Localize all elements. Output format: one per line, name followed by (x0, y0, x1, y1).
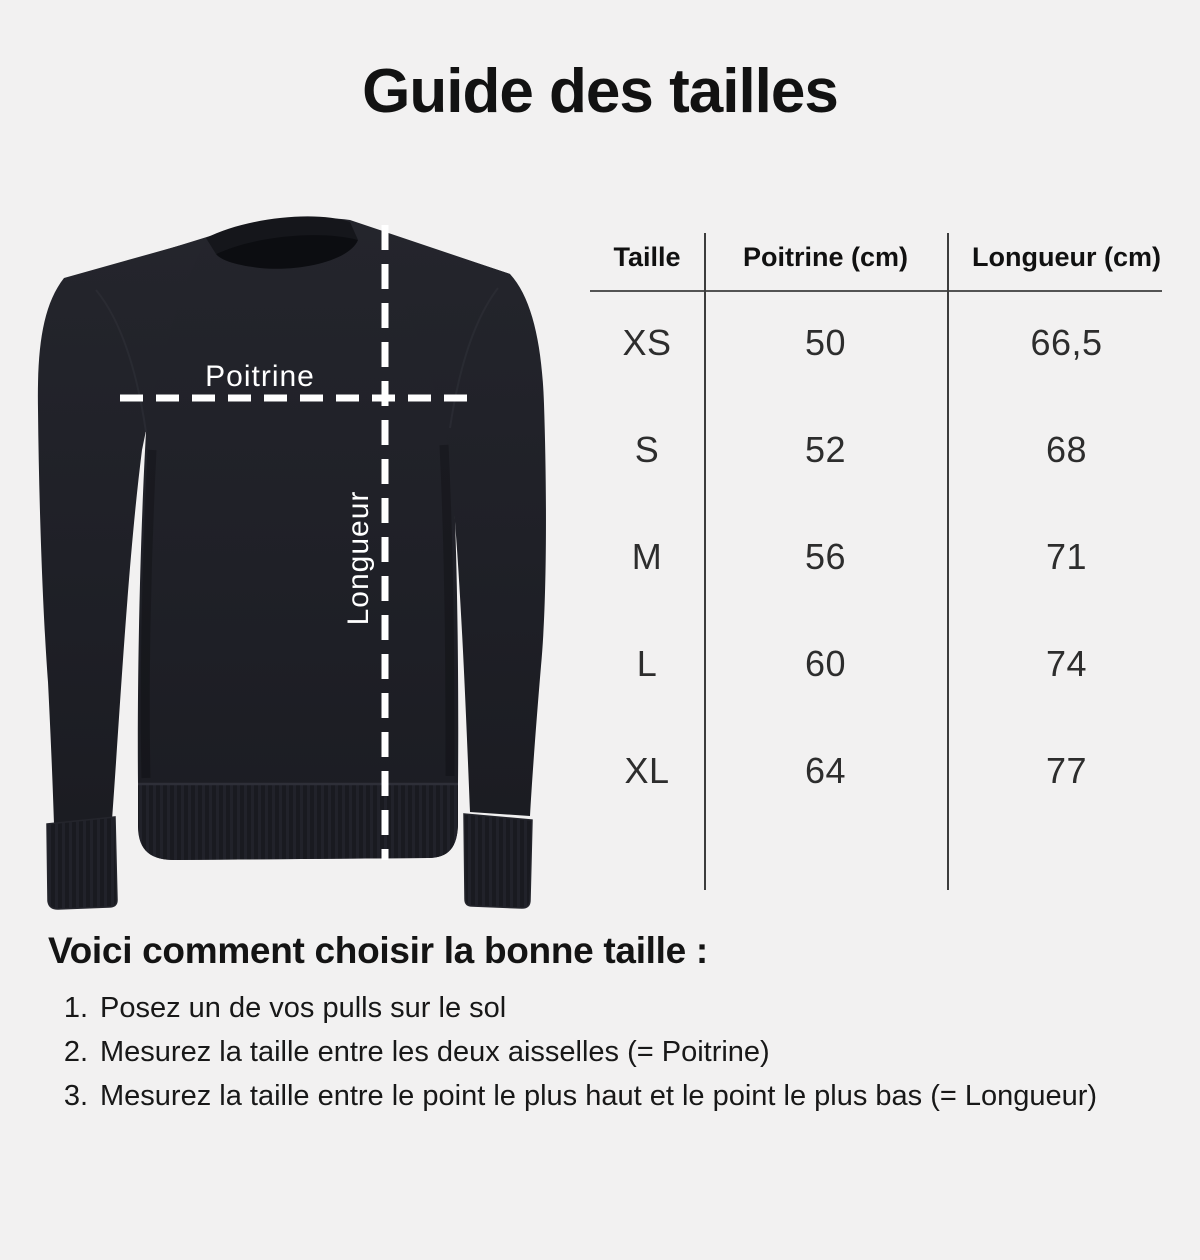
item-text: Mesurez la taille entre les deux aisselles (= Poitrine) (100, 1036, 770, 1068)
table-row-l (590, 610, 1186, 717)
table-row-xl (590, 717, 1186, 824)
column-header-poitrine: Poitrine (cm) (742, 241, 909, 272)
cell-taille: L (636, 642, 658, 684)
cell-poitrine: 50 (804, 321, 847, 363)
cell-taille: XS (622, 321, 672, 363)
cell-longueur: 68 (1045, 428, 1088, 470)
table-row-xs (590, 289, 1186, 396)
instruction-item-3 (48, 1074, 1198, 1118)
instruction-item-1 (48, 986, 1198, 1030)
size-table-header (590, 225, 1186, 289)
instructions-list (48, 986, 1198, 1118)
chest-label: Poitrine (205, 360, 315, 393)
length-label: Longueur (342, 490, 375, 626)
item-marker: 2. (63, 1036, 88, 1068)
cell-taille: M (631, 535, 663, 577)
table-row-m (590, 503, 1186, 610)
column-header-longueur: Longueur (cm) (972, 241, 1161, 272)
cell-taille: XL (624, 749, 670, 791)
cell-longueur: 66,5 (1030, 321, 1103, 363)
hem-band (138, 784, 458, 860)
sweatshirt-illustration (20, 210, 590, 920)
item-text: Posez un de vos pulls sur le sol (100, 992, 507, 1024)
cell-longueur: 74 (1045, 642, 1088, 684)
sweatshirt-diagram (20, 210, 590, 920)
size-table-body (590, 289, 1186, 824)
instructions-section (48, 930, 1198, 1118)
size-table (590, 225, 1186, 890)
page-title: Guide des tailles (362, 57, 838, 126)
table-row-s (590, 396, 1186, 503)
cell-poitrine: 56 (804, 535, 847, 577)
item-marker: 3. (63, 1080, 88, 1112)
cell-poitrine: 64 (804, 749, 847, 791)
cell-longueur: 77 (1045, 749, 1088, 791)
instruction-item-2 (48, 1030, 1198, 1074)
cell-poitrine: 52 (804, 428, 847, 470)
cell-taille: S (634, 428, 660, 470)
item-text: Mesurez la taille entre le point le plus haut et le point le plus bas (= Longueur) (100, 1080, 1098, 1112)
column-header-taille: Taille (613, 241, 681, 272)
item-marker: 1. (63, 992, 88, 1024)
instructions-heading: Voici comment choisir la bonne taille : (48, 930, 708, 971)
left-cuff (47, 817, 117, 909)
right-cuff (464, 814, 532, 908)
cell-poitrine: 60 (804, 642, 847, 684)
cell-longueur: 71 (1045, 535, 1088, 577)
